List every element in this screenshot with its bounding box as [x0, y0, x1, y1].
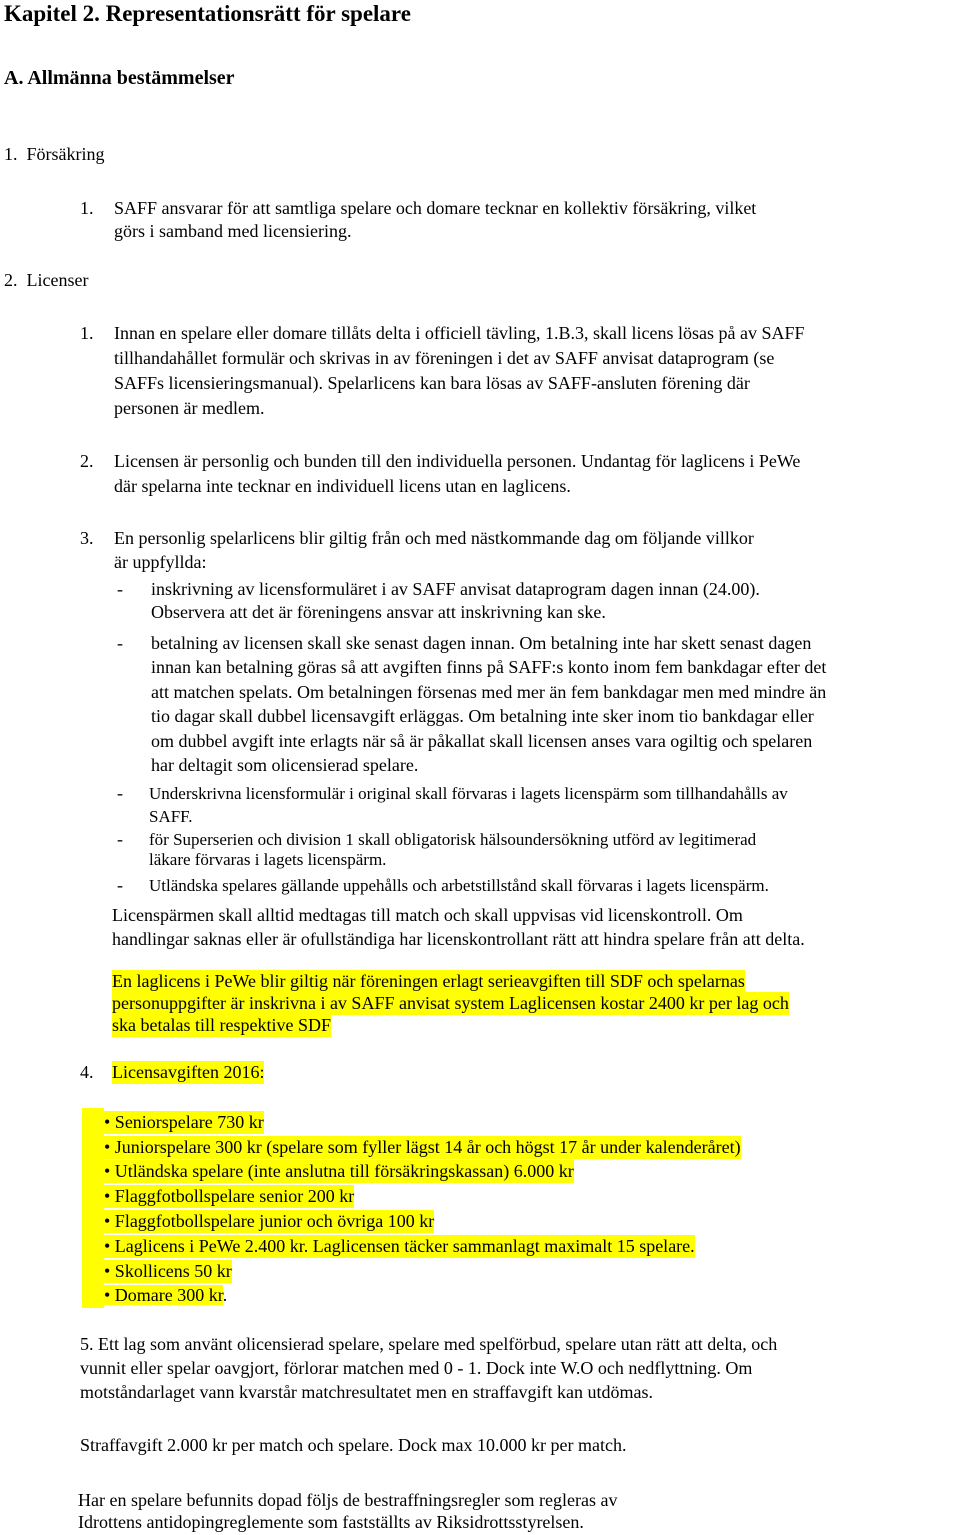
condition-dash: -	[117, 783, 123, 803]
condition-dash: -	[117, 633, 123, 653]
fee-item: • Laglicens i PeWe 2.400 kr. Laglicensen täcker sammanlagt maximalt 15 spelare.	[104, 1236, 695, 1256]
sanction-line: vunnit eller spelar oavgjort, förlorar matchen med 0 - 1. Dock inte W.O och nedflyttning. Om	[80, 1358, 753, 1378]
condition-line: betalning av licensen skall ske senast dagen innan. Om betalning inte har skett senast dagen	[151, 633, 812, 653]
condition-dash: -	[117, 875, 123, 895]
section-a-heading: A. Allmänna bestämmelser	[4, 67, 235, 89]
team-license-line: En laglicens i PeWe blir giltig när föreningen erlagt serieavgiften till SDF och spelarnas	[112, 971, 745, 991]
condition-dash: -	[117, 579, 123, 599]
fee-item: • Seniorspelare 730 kr	[104, 1112, 264, 1132]
condition-line: för Superserien och division 1 skall obligatorisk hälsoundersökning utförd av legitimerad	[149, 830, 757, 849]
license-item-2-line: där spelarna inte tecknar en individuell licens utan en laglicens.	[114, 476, 571, 496]
insurance-item-line: SAFF ansvarar för att samtliga spelare och domare tecknar en kollektiv försäkring, vilket	[114, 198, 757, 218]
doping-line: Idrottens antidopingreglemente som fastställts av Riksidrottsstyrelsen.	[78, 1512, 584, 1532]
condition-line: Observera att det är föreningens ansvar att inskrivning kan ske.	[151, 602, 606, 622]
fee-highlight-margin	[82, 1108, 104, 1308]
team-license-line: personuppgifter är inskrivna i av SAFF anvisat system Laglicensen kostar 2400 kr per lag och	[112, 993, 789, 1013]
condition-line: om dubbel avgift inte erlagts när så är påkallat skall licensen anses vara ogiltig och spelaren	[151, 731, 813, 751]
fee-item-suffix: .	[222, 1285, 228, 1305]
condition-line: innan kan betalning göras så att avgiften finns på SAFF:s konto inom fem bankdagar efter det	[151, 657, 827, 677]
license-item-2-number: 2.	[80, 451, 94, 471]
chapter-title: Kapitel 2. Representationsrätt för spelare	[4, 1, 411, 26]
condition-dash: -	[117, 829, 123, 849]
license-item-1-line: SAFFs licensieringsmanual). Spelarlicens kan bara lösas av SAFF-ansluten förening där	[114, 373, 750, 393]
fee-item-last	[104, 1284, 227, 1307]
section-licenses-heading: 2. Licenser	[4, 270, 89, 290]
insurance-item-line: görs i samband med licensiering.	[114, 221, 352, 241]
license-item-2-line: Licensen är personlig och bunden till den individuella personen. Undantag för laglicens i PeWe	[114, 451, 801, 471]
penalty-line: Straffavgift 2.000 kr per match och spelare. Dock max 10.000 kr per match.	[80, 1435, 627, 1455]
fee-item: • Juniorspelare 300 kr (spelare som fyller lägst 14 år och högst 17 år under kalenderåret)	[104, 1137, 741, 1157]
fee-item: • Skollicens 50 kr	[104, 1261, 232, 1281]
condition-line: Utländska spelares gällande uppehålls och arbetstillstånd skall förvaras i lagets licenspärm.	[149, 876, 769, 895]
license-item-3-line: är uppfyllda:	[114, 552, 207, 572]
license-item-4-number: 4.	[80, 1062, 94, 1082]
license-item-1-number: 1.	[80, 323, 94, 343]
section-insurance-heading: 1. Försäkring	[4, 144, 105, 164]
license-item-3-number: 3.	[80, 528, 94, 548]
condition-line: inskrivning av licensformuläret i av SAFF anvisat dataprogram dagen innan (24.00).	[151, 579, 760, 599]
license-item-1-line: tillhandahållet formulär och skrivas in av föreningen i det av SAFF anvisat dataprogram (se	[114, 348, 775, 368]
fee-item: • Utländska spelare (inte anslutna till försäkringskassan) 6.000 kr	[104, 1161, 574, 1181]
doping-line: Har en spelare befunnits dopad följs de bestraffningsregler som regleras av	[78, 1490, 618, 1510]
sanction-line: 5. Ett lag som använt olicensierad spelare, spelare med spelförbud, spelare utan rätt att delta, och	[80, 1334, 778, 1354]
condition-line: har deltagit som olicensierad spelare.	[151, 755, 419, 775]
insurance-item-number: 1.	[80, 198, 94, 218]
license-item-3-line: En personlig spelarlicens blir giltig från och med nästkommande dag om följande villkor	[114, 528, 754, 548]
binder-note-line: handlingar saknas eller är ofullständiga har licenskontrollant rätt att hindra spelare från att delta.	[112, 929, 805, 949]
fee-item: • Flaggfotbollspelare junior och övriga 100 kr	[104, 1211, 435, 1231]
condition-line: läkare förvaras i lagets licenspärm.	[149, 850, 387, 869]
condition-line: Underskrivna licensformulär i original skall förvaras i lagets licenspärm som tillhandahålls av	[149, 784, 788, 803]
license-item-1-line: personen är medlem.	[114, 398, 265, 418]
fee-item: • Domare 300 kr	[104, 1285, 223, 1305]
fee-item: • Flaggfotbollspelare senior 200 kr	[104, 1186, 355, 1206]
condition-line: tio dagar skall dubbel licensavgift erläggas. Om betalning inte sker inom tio bankdagar eller	[151, 706, 814, 726]
sanction-line: motståndarlaget vann kvarstår matchresultatet men en straffavgift kan utdömas.	[80, 1382, 653, 1402]
condition-line: att matchen spelats. Om betalningen försenas med mer än fem bankdagar men med mindre än	[151, 682, 827, 702]
license-item-1-line: Innan en spelare eller domare tillåts delta i officiell tävling, 1.B.3, skall licens lösas på av SAFF	[114, 323, 805, 343]
team-license-line: ska betalas till respektive SDF	[112, 1015, 331, 1035]
condition-line: SAFF.	[149, 807, 193, 826]
binder-note-line: Licenspärmen skall alltid medtagas till match och skall uppvisas vid licenskontroll. Om	[112, 905, 743, 925]
fee-title: Licensavgiften 2016:	[112, 1062, 265, 1082]
